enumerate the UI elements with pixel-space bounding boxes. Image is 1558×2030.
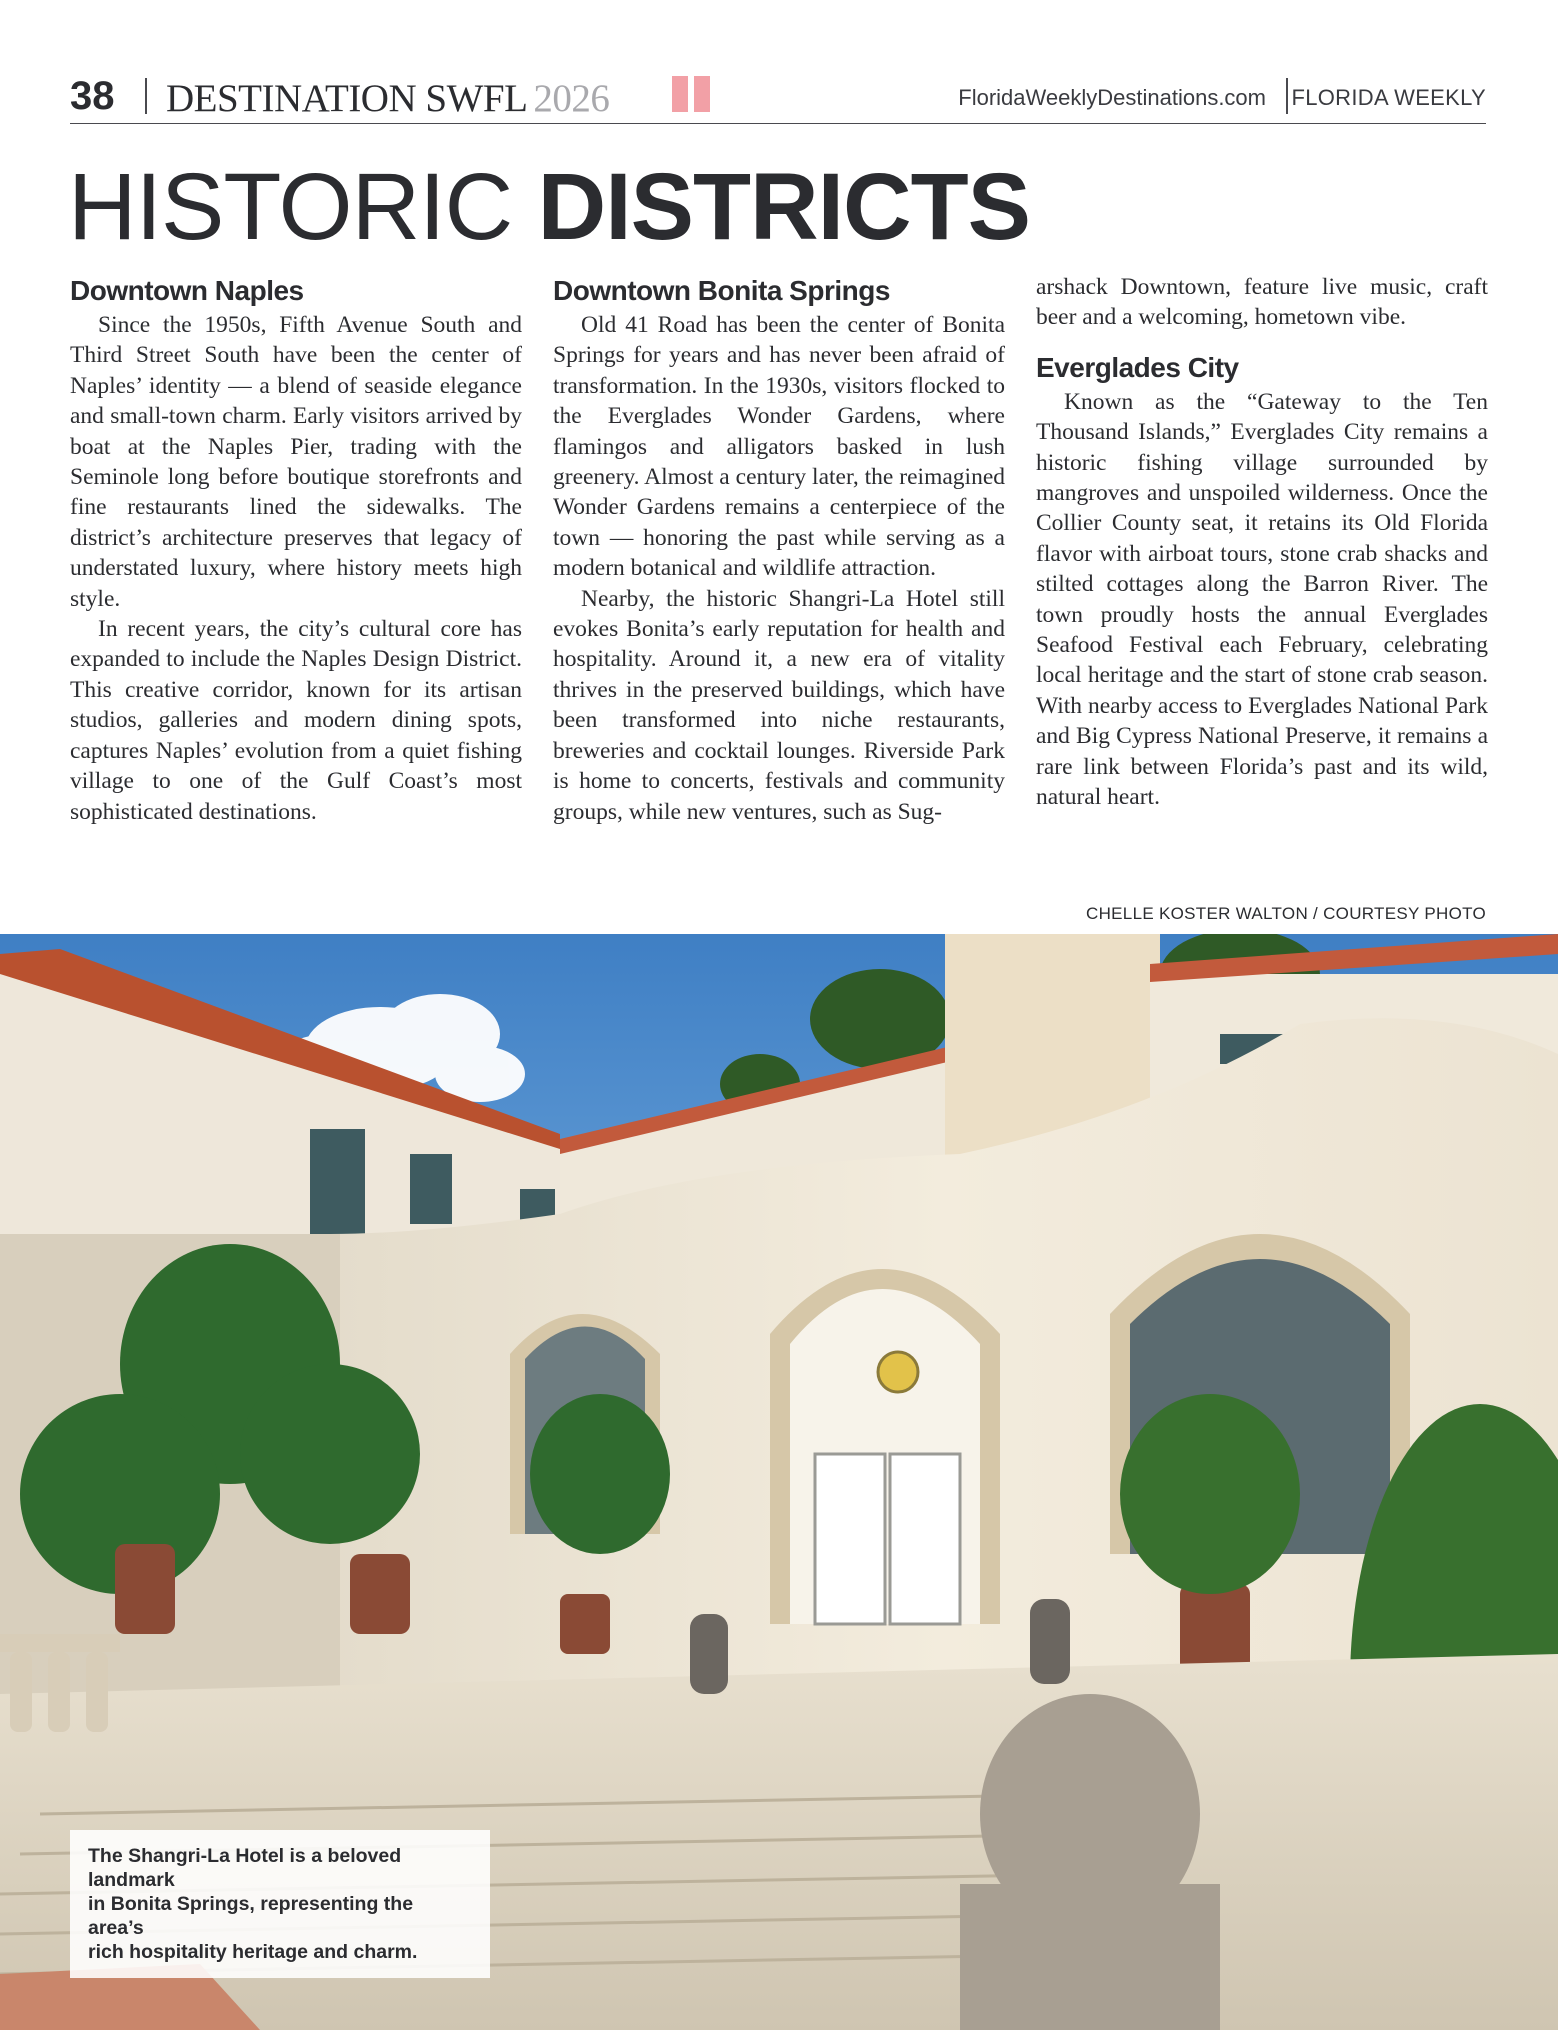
publication-name: FLORIDA WEEKLY [1291,85,1486,110]
balustrade [0,1634,120,1732]
hotel-photo [0,934,1558,2030]
caption-line-1: The Shangri-La Hotel is a beloved landmark [88,1845,402,1891]
photo-credit: CHELLE KOSTER WALTON / COURTESY PHOTO [1086,904,1486,923]
bonita-paragraph-2-continued: arshack Downtown, feature live music, craft beer and a welcoming, hometown vibe. [1036,274,1488,331]
bonita-paragraph-2: Nearby, the historic Shangri-La Hotel still evokes Bonita’s early reputation for health and hospitality. Around it, a new era of vitality thrives in the preserved buildings, which have been transformed into niche restaurants, breweries and cocktail lounges. Riverside Park is home to concerts, festivals and community groups, while new ventures, such as Sug- [553,585,1005,825]
page-header [70,72,1486,124]
header-divider [1286,78,1288,114]
section-title: DESTINATION SWFL [166,77,528,120]
title-light: HISTORIC [68,154,513,260]
window [410,1154,452,1224]
article-column-2 [553,272,1005,827]
article-column-1 [70,272,522,827]
naples-paragraph-1: Since the 1950s, Fifth Avenue South and Third Street South have been the center of Naples’ identity — a blend of seaside elegance and small-town charm. Early visitors arrived by boat at the Naples Pier, trading with the Seminole long before boutique storefronts and fine restaurants lined the sidewalks. The district’s architecture preserves that legacy of understated luxury, where history meets high style. [70,312,522,612]
brand-bar-right [694,76,710,112]
naples-paragraph-2: In recent years, the city’s cultural core has expanded to include the Naples Design District. This creative corridor, known for its artisan studios, galleries and modern dining spots, captures Naples’ evolution from a quiet fishing village to one of the Gulf Coast’s most sophisticated destinations. [70,616,522,825]
page-number: 38 [70,74,115,118]
hotel-emblem [878,1352,918,1392]
section-year: 2026 [533,77,610,120]
photo-caption [70,1830,490,1978]
everglades-heading: Everglades City [1036,351,1239,383]
bonita-paragraph-1: Old 41 Road has been the center of Bonita Springs for years and has never been afraid of transformation. In the 1930s, visitors flocked to the Everglades Wonder Gardens, where flamingos and alligators basked in lush greenery. Almost a century later, the reimagined Wonder Gardens remains a centerpiece of the town — honoring the past while serving as a modern botanical and wildlife attraction. [553,312,1005,582]
brand-bar-left [672,76,688,112]
bonita-heading: Downtown Bonita Springs [553,275,890,306]
window [310,1129,365,1234]
everglades-paragraph-1: Known as the “Gateway to the Ten Thousand Islands,” Everglades City remains a historic fishing village surrounded by mangroves and unspoiled wilderness. Once the Collier County seat, it retains its Old Florida flavor with airboat tours, stone crab shacks and stilted cottages along the Barron River. The town proudly hosts the annual Everglades Seafood Festival each February, celebrating local heritage and the start of stone crab season. With nearby access to Everglades National Park and Big Cypress National Preserve, it remains a rare link between Florida’s past and its wild, natural heart. [1036,388,1488,811]
section-name [166,76,609,121]
caption-line-3: rich hospitality heritage and charm. [88,1941,418,1963]
caption-line-2: in Bonita Springs, representing the area’s [88,1893,414,1939]
header-divider [145,78,147,114]
page-title [68,154,1030,260]
title-bold: DISTRICTS [537,154,1030,260]
article-column-3 [1036,272,1488,813]
naples-heading: Downtown Naples [70,275,304,306]
website-url[interactable]: FloridaWeeklyDestinations.com [958,85,1266,110]
